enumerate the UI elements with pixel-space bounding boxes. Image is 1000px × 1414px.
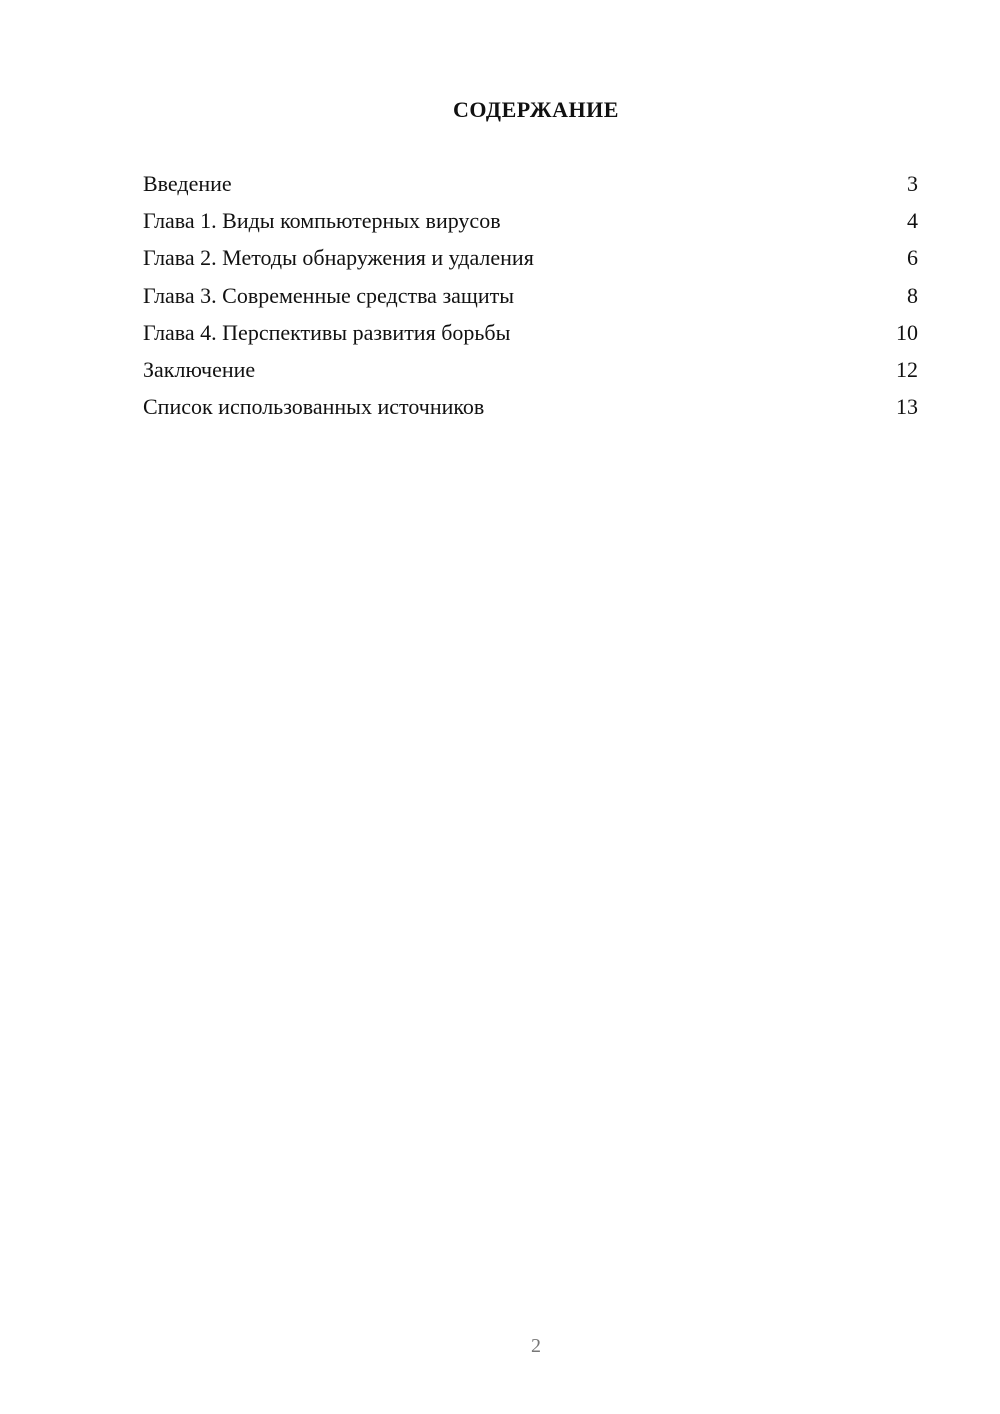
toc-entry-introduction [143,169,918,206]
toc-entry-page: 8 [907,282,918,308]
toc-entry-page: 12 [896,356,918,382]
toc-entry-title: Глава 1. Виды компьютерных вирусов [143,208,501,234]
page-number: 2 [531,1335,541,1357]
toc-entry-title: Заключение [143,356,256,382]
toc-entry-page: 10 [896,319,918,345]
toc-entry-page: 6 [907,245,918,271]
toc-entry-chapter-2 [143,243,918,280]
toc-entry-title: Введение [143,171,232,196]
toc-entry-title: Глава 4. Перспективы развития борьбы [143,319,511,345]
toc-entry-title: Глава 3. Современные средства защиты [143,282,515,308]
toc-entry-page: 4 [907,208,918,234]
toc-entry-conclusion [143,355,918,392]
toc-entry-references [143,392,918,429]
toc-entry-chapter-3 [143,281,918,318]
toc-list [143,169,918,429]
toc-heading: СОДЕРЖАНИЕ [453,97,619,122]
toc-entry-chapter-1 [143,206,918,243]
toc-entry-page: 13 [896,394,918,420]
toc-entry-title: Список использованных источников [143,394,485,420]
toc-entry-chapter-4 [143,318,918,355]
toc-entry-title: Глава 2. Методы обнаружения и удаления [143,245,534,271]
toc-entry-page: 3 [907,171,918,196]
